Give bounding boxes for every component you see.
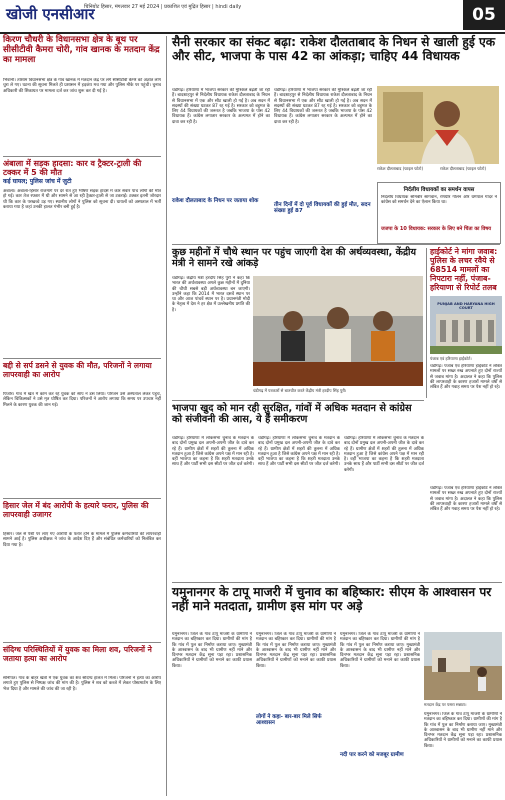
dateline: चिनियोट हिसार, मंगलवार 27 मई 2024 | प्रकाशित एवं मुद्रित हिसार | hindi daily (84, 4, 242, 10)
economy-caption: चंडीगढ़ में पत्रकारों से बातचीत करते केंद्रीय मंत्री हरदीप सिंह पुरी। (253, 388, 347, 393)
yamuna-subhead-1: लोगों ने कहा- बार-बार मिले सिर्फ आश्वासन (256, 714, 322, 727)
yamuna-caption: मतदान केंद्र पर पसरा सन्नाटा। (424, 702, 467, 707)
story4-body: हिसार। जेल से पेशी पर लाए गए आरोपी के फरार होने के मामले में पुलिस कर्मचारियों की लापरवाही सामने आई है। पुलिस अधीक्षक ने जांच के आदेश दिए हैं और संबंधित कर्मचारियों को निलंबित कर दिया गया है। (3, 532, 161, 548)
lead-subhead-2: तीन दिनों में दो पूर्व विधायकों की हुई मौत, सदन संख्या हुई 87 (274, 202, 371, 215)
economy-headline: कुछ महीनों में चौथे स्थान पर पहुंच जाएगी देश की अर्थव्यवस्था, केंद्रीय मंत्री ने सामने रखे आंकड़े (172, 247, 417, 269)
newspaper-title: खोजी एनसीआर (6, 5, 95, 23)
yamuna-subhead-2: नदी पार करने को मजबूर ग्रामीण (340, 752, 404, 758)
story1-body: भिवानी। तोशाम विधानसभा क्षेत्र के गांव खानक में मतदान केंद्र पर लगे सीसीटीवी कैमरे को अज्ञात लोग चुरा ले गए। घटना की सूचना मिलते ही प्रशासन में हड़कंप मच गया और पुलिस मौके पर पहुंची। चुनाव अधिकारी की शिकायत पर मामला दर्ज कर जांच शुरू कर दी गई है। (3, 78, 161, 94)
yamuna-body-col1: यमुनानगर। जिले के गांव टापू माजरी के ग्रामीणों ने मतदान का बहिष्कार कर दिया। ग्रामीणों की मांग है कि गांव में पुल का निर्माण कराया जाए। मुख्यमंत्री के आश्वासन के बाद भी ग्रामीण नहीं माने और दिनभर मतदान केंद्र सूना पड़ा रहा। प्रशासनिक अधिकारियों ने ग्रामीणों को मनाने का काफी प्रयास किया। (172, 632, 252, 669)
congress-body-col3: चंडीगढ़। हरियाणा में लोकसभा चुनाव के मतदान के बाद दोनों प्रमुख दल अपनी-अपनी जीत के दावे कर रहे हैं। ग्रामीण क्षेत्रों में शहरों की तुलना में अधिक मतदान हुआ है जिसे कांग्रेस अपने पक्ष में मान रही है। वहीं भाजपा का कहना है कि शहरी मतदाता उनके साथ हैं और पार्टी सभी दस सीटों पर जीत दर्ज करेगी। (344, 436, 424, 473)
story3-headline: बद्दी से सर्प डसने से युवक की मौत, परिजनों ने लगाया लापरवाही का आरोप (3, 361, 152, 379)
fact-box-title: निर्दलीय विधायकों का समर्थन वापस (403, 187, 475, 193)
court-sign: PUNJAB AND HARYANA HIGH COURT (437, 302, 495, 310)
lead-body-col2: चंडीगढ़। हरियाणा में भाजपा सरकार की मुश्किलें बढ़ती जा रही हैं। बादशाहपुर से निर्दलीय विधायक राकेश दौलताबाद के निधन से विधानसभा में एक और सीट खाली हो गई है। अब सदन में सदस्यों की संख्या घटकर 87 रह गई है। सरकार को बहुमत के लिए 44 विधायकों की जरूरत है जबकि भाजपा के पास 42 विधायक हैं। कांग्रेस लगातार सरकार के अल्पमत में होने का दावा कर रही है। (274, 88, 372, 125)
economy-body: चंडीगढ़। केंद्रीय मंत्री हरदीप सिंह पुरी ने कहा कि भारत की अर्थव्यवस्था अगले कुछ महीनों में दुनिया की चौथी सबसे बड़ी अर्थव्यवस्था बन जाएगी। उन्होंने कहा कि 2014 में भारत दसवें स्थान पर था और आज पांचवें स्थान पर है। प्रधानमंत्री मोदी के नेतृत्व में देश ने हर क्षेत्र में उल्लेखनीय प्रगति की है। (172, 276, 250, 313)
congress-body-col2: चंडीगढ़। हरियाणा में लोकसभा चुनाव के मतदान के बाद दोनों प्रमुख दल अपनी-अपनी जीत के दावे कर रहे हैं। ग्रामीण क्षेत्रों में शहरों की तुलना में अधिक मतदान हुआ है जिसे कांग्रेस अपने पक्ष में मान रही है। वहीं भाजपा का कहना है कि शहरी मतदाता उनके साथ हैं और पार्टी सभी दस सीटों पर जीत दर्ज करेगी। (258, 436, 340, 468)
lead-body-col1: चंडीगढ़। हरियाणा में भाजपा सरकार की मुश्किलें बढ़ती जा रही हैं। बादशाहपुर से निर्दलीय विधायक राकेश दौलताबाद के निधन से विधानसभा में एक और सीट खाली हो गई है। अब सदन में सदस्यों की संख्या घटकर 87 रह गई है। सरकार को बहुमत के लिए 44 विधायकों की जरूरत है जबकि भाजपा के पास 42 विधायक हैं। कांग्रेस लगातार सरकार के अल्पमत में होने का दावा कर रही है। (172, 88, 270, 125)
lead-headline: सैनी सरकार का संकट बढ़ा: राकेश दौलताबाद के निधन से खाली हुई एक और सीट, भाजपा के पास 42 का आंकड़ा; चाहिए 44 विधायक (172, 35, 496, 63)
yamuna-body-col4: यमुनानगर। जिले के गांव टापू माजरी के ग्रामीणों ने मतदान का बहिष्कार कर दिया। ग्रामीणों की मांग है कि गांव में पुल का निर्माण कराया जाए। मुख्यमंत्री के आश्वासन के बाद भी ग्रामीण नहीं माने और दिनभर मतदान केंद्र सूना पड़ा रहा। प्रशासनिक अधिकारियों ने ग्रामीणों को मनाने का काफी प्रयास किया। (424, 712, 502, 749)
court-body: चंडीगढ़। पंजाब एवं हरियाणा हाईकोर्ट ने लंबित मामलों पर सख्त रुख अपनाते हुए दोनों राज्यों से जवाब मांगा है। अदालत ने कहा कि पुलिस की लापरवाही के कारण हजारों मामले वर्षों से लंबित हैं और गवाह समय पर पेश नहीं हो रहे। (430, 364, 502, 391)
story5-body: सोनीपत। गांव के बाहर खेतों में एक युवक का शव संदिग्ध हालत में मिला। परिजनों ने हत्या का आरोप लगाते हुए पुलिस से निष्पक्ष जांच की मांग की है। पुलिस ने शव को कब्जे में लेकर पोस्टमार्टम के लिए भेज दिया है और मामले की जांच की जा रही है। (3, 676, 161, 692)
masthead (0, 0, 505, 34)
economy-photo (253, 276, 423, 386)
court-headline: हाईकोर्ट ने मांगा जवाब: पुलिस के लचर रवैये से 68514 मामलों का निपटारा नहीं, पंजाब-हरियाणा से रिपोर्ट तलब (430, 247, 498, 292)
yamuna-body-col3: यमुनानगर। जिले के गांव टापू माजरी के ग्रामीणों ने मतदान का बहिष्कार कर दिया। ग्रामीणों की मांग है कि गांव में पुल का निर्माण कराया जाए। मुख्यमंत्री के आश्वासन के बाद भी ग्रामीण नहीं माने और दिनभर मतदान केंद्र सूना पड़ा रहा। प्रशासनिक अधिकारियों ने ग्रामीणों को मनाने का काफी प्रयास किया। (340, 632, 420, 669)
polling-booth-image (424, 632, 502, 700)
left-column (3, 36, 163, 796)
story3-body: पिंजौर। गांव में खेत में काम कर रहे युवक को सांप ने डस लिया। परिजन उसे अस्पताल लेकर पहुंचे, लेकिन चिकित्सकों ने उसे मृत घोषित कर दिया। परिजनों ने आरोप लगाया कि समय पर उपचार नहीं मिलने के कारण युवक की जान गई। (3, 392, 161, 408)
lead-photo-caption-2: राकेश दौलताबाद (फाइल फोटो) (440, 166, 486, 171)
fact-box-tag: जजपा के 10 विधायक: सरकार के लिए बने चिंता का विषय (381, 226, 492, 232)
yamuna-photo (424, 632, 502, 700)
yamuna-headline: यमुनानगर के टापू माजरी में चुनाव का बहिष्कार: सीएम के आश्वासन पर नहीं माने मतदाता, ग्रामीण इस मांग पर अड़े (172, 585, 492, 613)
court-caption: पंजाब एवं हरियाणा हाईकोर्ट। (430, 356, 472, 361)
portrait-figure (377, 86, 499, 164)
fact-box (377, 182, 501, 244)
yamuna-body-col2: यमुनानगर। जिले के गांव टापू माजरी के ग्रामीणों ने मतदान का बहिष्कार कर दिया। ग्रामीणों की मांग है कि गांव में पुल का निर्माण कराया जाए। मुख्यमंत्री के आश्वासन के बाद भी ग्रामीण नहीं माने और दिनभर मतदान केंद्र सूना पड़ा रहा। प्रशासनिक अधिकारियों ने ग्रामीणों को मनाने का काफी प्रयास किया। (256, 632, 336, 669)
story2-headline: अंबाला में सड़क हादसा: कार व ट्रैक्टर-ट्राली की टक्कर में 5 की मौत (3, 159, 142, 178)
court-photo (430, 296, 502, 354)
story4-headline: हिसार जेल में बंद आरोपी के हत्यारे फरार, पुलिस की लापरवाही उजागर (3, 501, 149, 519)
page-number: 05 (463, 0, 505, 30)
congress-body-col1: चंडीगढ़। हरियाणा में लोकसभा चुनाव के मतदान के बाद दोनों प्रमुख दल अपनी-अपनी जीत के दावे कर रहे हैं। ग्रामीण क्षेत्रों में शहरों की तुलना में अधिक मतदान हुआ है जिसे कांग्रेस अपने पक्ष में मान रही है। वहीं भाजपा का कहना है कि शहरी मतदाता उनके साथ हैं और पार्टी सभी दस सीटों पर जीत दर्ज करेगी। (172, 436, 254, 468)
congress-headline: भाजपा खुद को मान रही सुरक्षित, गांवों में अधिक मतदान से कांग्रेस को संजीवनी की आस, ये हैं समीकरण (172, 403, 412, 425)
press-conference-image (253, 276, 423, 386)
lead-photo-caption: राकेश दौलताबाद (फाइल फोटो) (377, 166, 423, 171)
lead-photo (377, 86, 499, 164)
story2-body: अंबाला। अंबाला-हिसार राजमार्ग पर देर रात हुए भीषण सड़क हादसे में कार सवार पांच लोगों की मौत हो गई। कार तेज रफ्तार में थी और सामने से आ रही ट्रैक्टर-ट्राली से जा टकराई। टक्कर इतनी जोरदार थी कि कार के परखच्चे उड़ गए। स्थानीय लोगों ने पुलिस को सूचना दी। घायलों को अस्पताल में भर्ती कराया गया है जहां उनकी हालत गंभीर बनी हुई है। (3, 189, 161, 210)
story2-subhead: कई घायल; पुलिस जांच में जुटी (3, 178, 72, 185)
story5-headline: संदिग्ध परिस्थितियों में युवक का मिला शव, परिजनों ने जताया हत्या का आरोप (3, 645, 152, 663)
lead-subhead-1: राकेश दौलताबाद के निधन पर जताया शोक (172, 198, 259, 204)
fact-box-body: निर्दलीय विधायक सोमबीर सांगवान, रणधीर गोलन और धर्मपाल गोंदर ने कांग्रेस को समर्थन देने का ऐलान किया था। (381, 195, 497, 206)
court-body-cont: चंडीगढ़। पंजाब एवं हरियाणा हाईकोर्ट ने लंबित मामलों पर सख्त रुख अपनाते हुए दोनों राज्यों से जवाब मांगा है। अदालत ने कहा कि पुलिस की लापरवाही के कारण हजारों मामले वर्षों से लंबित हैं और गवाह समय पर पेश नहीं हो रहे। (430, 486, 502, 513)
story1-headline: किरण चौधरी के विधानसभा क्षेत्र के बूथ पर सीसीटीवी कैमरा चोरी, गांव खानक के मतदान केंद्र का मामला (3, 35, 160, 65)
